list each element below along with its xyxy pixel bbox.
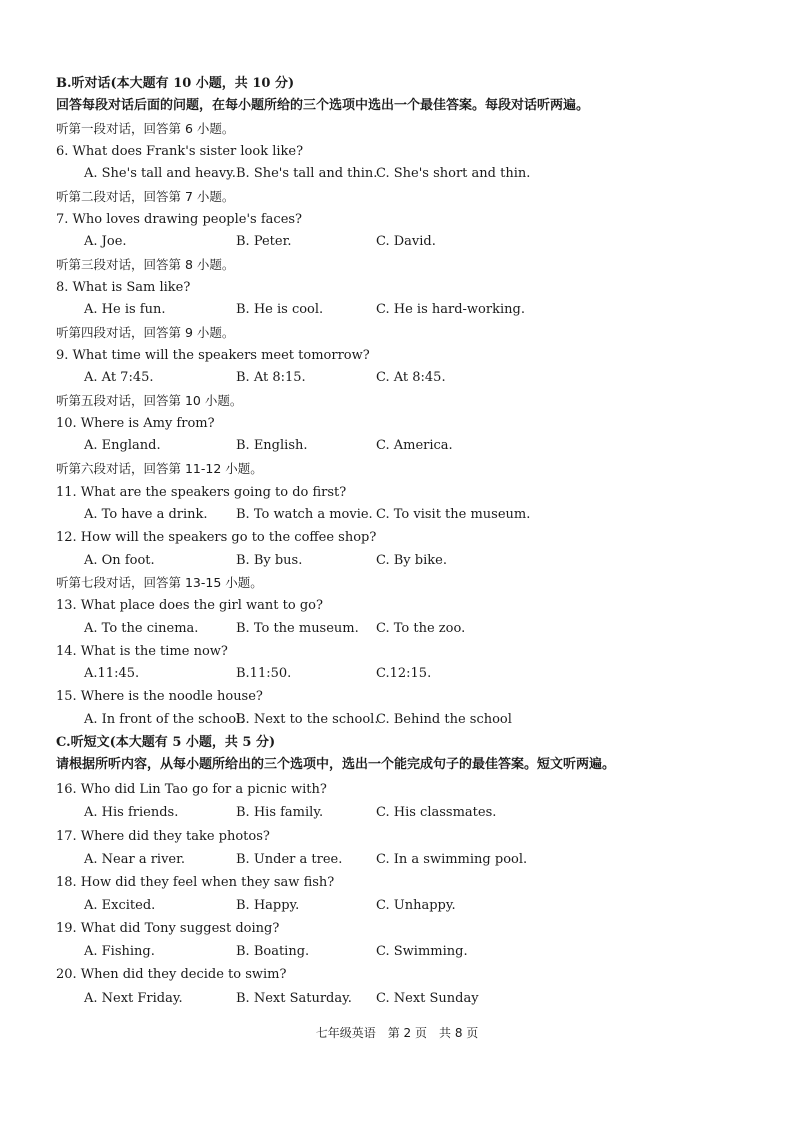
section-b-instruction: 回答每段对话后面的问题，在每小题所给的三个选项中选出一个最佳答案。每段对话听两遍。 — [56, 98, 590, 113]
option-b: B. Next to the school. — [236, 712, 379, 727]
option-c: C. At 8:45. — [376, 370, 446, 385]
option-c: C. In a swimming pool. — [376, 852, 528, 867]
question-text: 9. What time will the speakers meet tomorrow? — [56, 348, 370, 363]
option-a: A. Joe. — [84, 234, 127, 249]
option-row — [0, 851, 794, 869]
option-row — [0, 233, 794, 251]
option-c: C. America. — [376, 438, 453, 453]
listening-cue: 听第七段对话，回答第 13-15 小题。 — [56, 575, 263, 590]
option-b: B. His family. — [236, 805, 324, 820]
option-b: B. He is cool. — [236, 302, 324, 317]
option-row — [0, 804, 794, 822]
option-a: A. Fishing. — [84, 944, 155, 959]
option-b: B.11:50. — [236, 666, 292, 681]
option-row — [0, 369, 794, 387]
question-text: 8. What is Sam like? — [56, 280, 191, 295]
option-a: A. England. — [84, 438, 161, 453]
option-b: B. By bus. — [236, 553, 303, 568]
question-text: 15. Where is the noodle house? — [56, 689, 263, 704]
listening-cue: 听第三段对话，回答第 8 小题。 — [56, 257, 235, 272]
section-c-heading: C.听短文(本大题有 5 小题，共 5 分) — [56, 735, 276, 750]
option-c: C. His classmates. — [376, 805, 497, 820]
option-b: B. At 8:15. — [236, 370, 306, 385]
option-a: A. His friends. — [84, 805, 179, 820]
question-text: 13. What place does the girl want to go? — [56, 598, 323, 613]
option-a: A. Near a river. — [84, 852, 186, 867]
option-a: A. She's tall and heavy. — [84, 166, 236, 181]
page-footer: 七年级英语 第 2 页 共 8 页 — [315, 1026, 479, 1040]
question-text: 10. Where is Amy from? — [56, 416, 215, 431]
option-b: B. Happy. — [236, 898, 300, 913]
listening-cue: 听第四段对话，回答第 9 小题。 — [56, 325, 235, 340]
question-text: 18. How did they feel when they saw fish? — [56, 875, 335, 890]
option-row — [0, 711, 794, 729]
option-a: A. He is fun. — [84, 302, 166, 317]
section-c-instruction: 请根据所听内容，从每小题所给出的三个选项中，选出一个能完成句子的最佳答案。短文听两遍。 — [56, 757, 616, 772]
question-text: 16. Who did Lin Tao go for a picnic with? — [56, 782, 327, 797]
question-text: 20. When did they decide to swim? — [56, 967, 287, 982]
question-text: 7. Who loves drawing people's faces? — [56, 212, 303, 227]
option-row — [0, 437, 794, 455]
question-text: 12. How will the speakers go to the coffee shop? — [56, 530, 377, 545]
option-c: C. She's short and thin. — [376, 166, 531, 181]
option-row — [0, 301, 794, 319]
option-a: A. In front of the school. — [84, 712, 245, 727]
option-a: A. At 7:45. — [84, 370, 154, 385]
option-a: A. Next Friday. — [84, 991, 183, 1006]
option-a: A. To the cinema. — [84, 621, 199, 636]
option-b: B. To watch a movie. — [236, 507, 373, 522]
option-row — [0, 943, 794, 961]
option-b: B. To the museum. — [236, 621, 359, 636]
option-row — [0, 990, 794, 1008]
option-c: C. Next Sunday — [376, 991, 479, 1006]
question-text: 19. What did Tony suggest doing? — [56, 921, 280, 936]
option-a: A.11:45. — [84, 666, 140, 681]
option-c: C. To the zoo. — [376, 621, 466, 636]
option-c: C.12:15. — [376, 666, 432, 681]
listening-cue: 听第五段对话，回答第 10 小题。 — [56, 393, 243, 408]
question-text: 6. What does Frank's sister look like? — [56, 144, 304, 159]
option-c: C. By bike. — [376, 553, 447, 568]
option-row — [0, 620, 794, 638]
question-text: 14. What is the time now? — [56, 644, 228, 659]
option-a: A. To have a drink. — [84, 507, 208, 522]
option-a: A. On foot. — [84, 553, 155, 568]
listening-cue: 听第一段对话，回答第 6 小题。 — [56, 121, 235, 136]
option-row — [0, 165, 794, 183]
listening-cue: 听第六段对话，回答第 11-12 小题。 — [56, 461, 263, 476]
question-text: 11. What are the speakers going to do first? — [56, 485, 347, 500]
option-b: B. Boating. — [236, 944, 310, 959]
section-b-heading: B.听对话(本大题有 10 小题，共 10 分) — [56, 76, 295, 91]
option-row — [0, 552, 794, 570]
option-c: C. Swimming. — [376, 944, 468, 959]
option-b: B. Next Saturday. — [236, 991, 352, 1006]
option-row — [0, 665, 794, 683]
option-c: C. Behind the school — [376, 712, 512, 727]
option-a: A. Excited. — [84, 898, 156, 913]
option-c: C. Unhappy. — [376, 898, 456, 913]
option-c: C. David. — [376, 234, 436, 249]
option-c: C. He is hard-working. — [376, 302, 525, 317]
option-b: B. English. — [236, 438, 308, 453]
option-c: C. To visit the museum. — [376, 507, 531, 522]
option-b: B. Under a tree. — [236, 852, 343, 867]
option-b: B. She's tall and thin. — [236, 166, 378, 181]
option-row — [0, 506, 794, 524]
option-row — [0, 897, 794, 915]
question-text: 17. Where did they take photos? — [56, 829, 270, 844]
listening-cue: 听第二段对话，回答第 7 小题。 — [56, 189, 235, 204]
option-b: B. Peter. — [236, 234, 292, 249]
